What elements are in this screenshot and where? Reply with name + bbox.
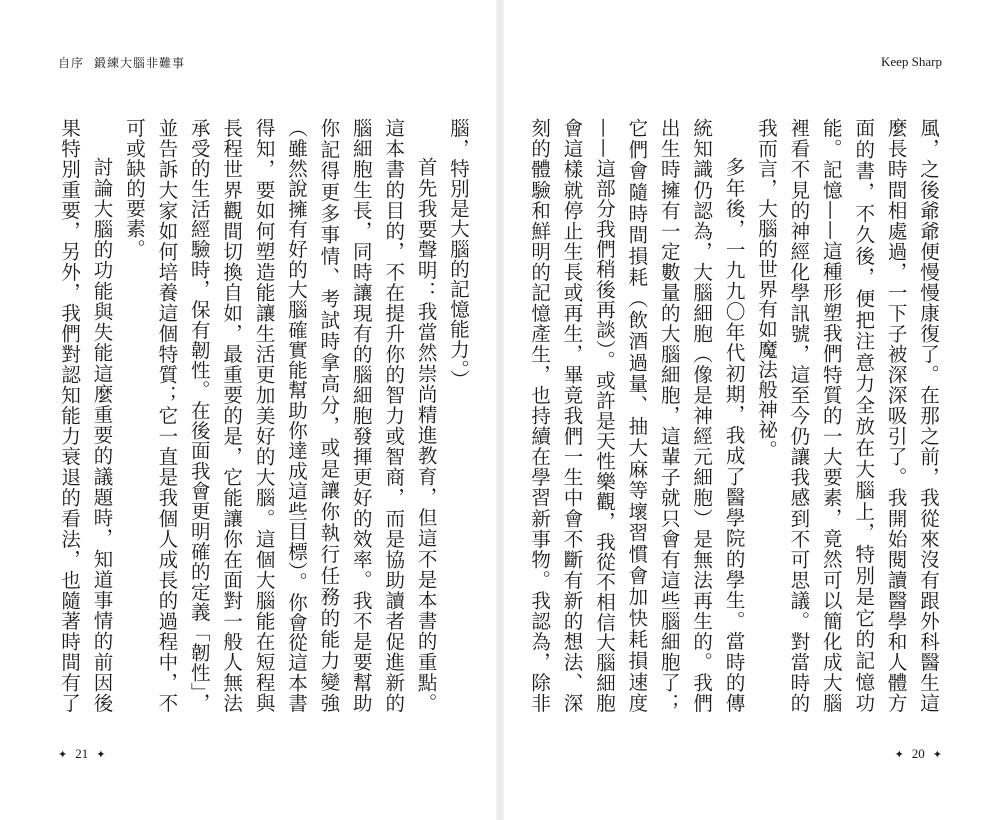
book-gutter	[496, 0, 504, 820]
paragraph: 風，之後爺爺便慢慢康復了。在那之前，我從來沒有跟外科醫生這麼長時間相處過，一下子被深深吸引了。我開始閱讀醫學和人體方面的書，不久後，便把注意力全放在大腦上，特別是它的記憶功能。記憶——這種形塑我們特質的一大要素，竟然可以簡化成大腦裡看不見的神經化學訊號，這至今仍讓我感到不可思議。對當時的我而言，大腦的世界有如魔法般神祕。	[754, 118, 940, 713]
ornament-icon: ✦	[96, 749, 106, 761]
ornament-icon: ✦	[894, 749, 904, 761]
page-number-left	[58, 746, 105, 762]
paragraph: 多年後，一九九〇年代初期，我成了醫學院的學生。當時的傳統知識仍認為，大腦細胞（像是神經元細胞）是無法再生的。我們出生時擁有一定數量的大腦細胞，這輩子就只會有這些腦細胞了；它們會隨時間損耗（飲酒過量、抽大麻等壞習慣會加快耗損速度——這部分我們稍後再談）。或許是天性樂觀，我從不相信大腦細胞會這樣就停止生長或再生，畢竟我們一生中會不斷有新的想法、深刻的體驗和鮮明的記憶產生，也持續在學習新事物。我認為，除非	[528, 118, 746, 713]
ornament-icon: ✦	[932, 749, 942, 761]
running-header-left	[58, 54, 185, 71]
paragraph: 討論大腦的功能與失能這麼重要的議題時，知道事情的前因後果特別重要，另外，我們對認知能力衰退的看法，也隨著時間有了	[58, 118, 114, 713]
ornament-icon: ✦	[58, 749, 68, 761]
page-number-right	[895, 746, 942, 762]
left-page-body	[56, 118, 474, 713]
paragraph: 首先我要聲明：我當然崇尚精進教育，但這不是本書的重點。這本書的目的，不在提升你的智力或智商，而是協助讀者促進新的腦細胞生長，同時讓現有的腦細胞發揮更好的效率。我不是要幫助你記得更多事情、考試時拿高分，或是讓你執行任務的能力變強（雖然說擁有好的大腦確實能幫助你達成這些目標）。你會從這本書得知，要如何塑造能讓生活更加美好的大腦。這個大腦能在短程與長程世界觀間切換自如，最重要的是，它能讓你在面對一般人無法承受的生活經驗時，保有韌性。在後面我會更明確的定義「韌性」，並告訴大家如何培養這個特質；它一直是我個人成長的過程中，不可或缺的要素。	[122, 118, 438, 713]
chapter-title: 鍛練大腦非難事	[94, 56, 186, 70]
chapter-label: 自序	[58, 56, 85, 70]
right-page-body	[528, 118, 944, 713]
running-header-right: Keep Sharp	[880, 54, 942, 69]
paragraph: 腦，特別是大腦的記憶能力。）	[447, 118, 470, 390]
page-number: 20	[911, 746, 925, 761]
page-number: 21	[75, 746, 89, 761]
